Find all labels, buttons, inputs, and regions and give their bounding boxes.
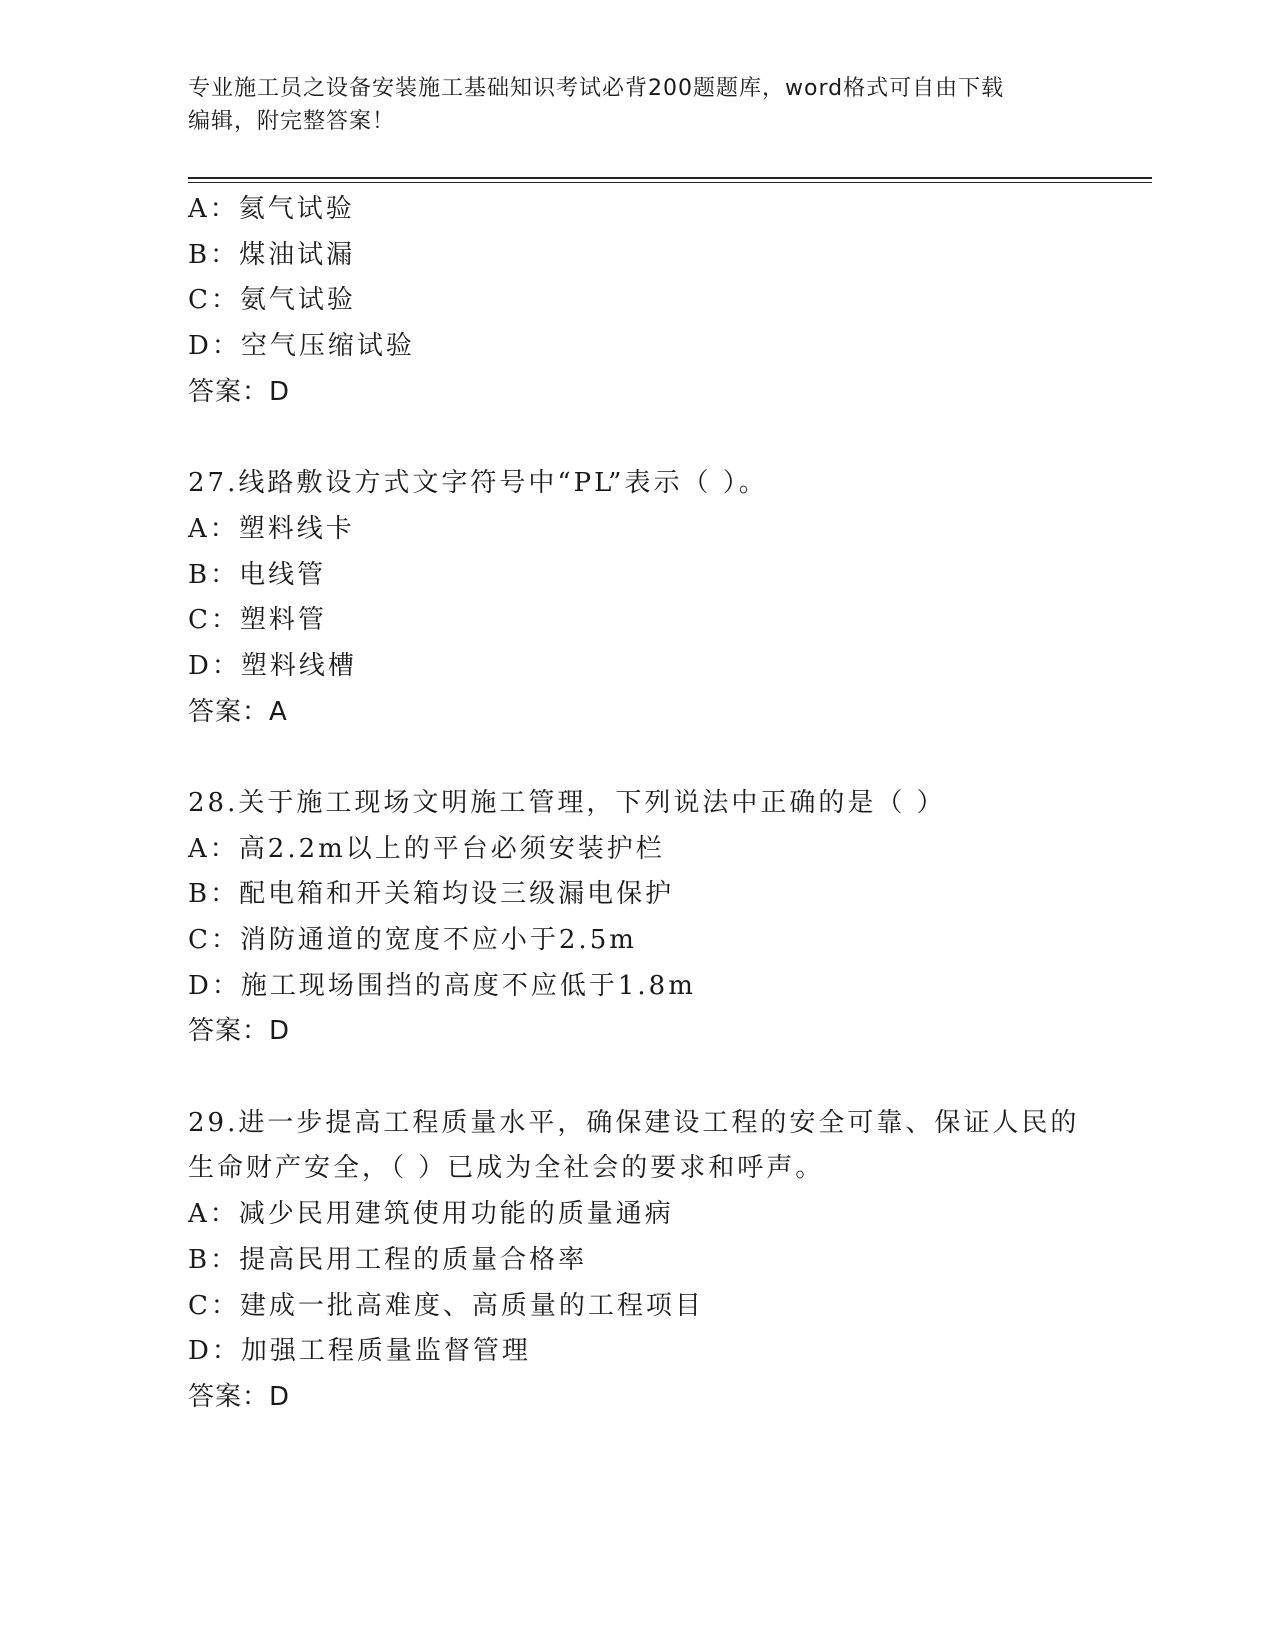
option-c: C：消防通道的宽度不应小于2.5m <box>188 925 637 955</box>
option-b: B：配电箱和开关箱均设三级漏电保护 <box>188 879 675 910</box>
option-d: D：空气压缩试验 <box>188 331 415 362</box>
question-stem: 28.关于施工现场文明施工管理，下列说法中正确的是（ ） <box>188 787 946 818</box>
option-b: B：提高民用工程的质量合格率 <box>188 1244 588 1275</box>
option-c: C：塑料管 <box>188 605 327 636</box>
option-d: D：施工现场围挡的高度不应低于1.8m <box>188 970 696 1001</box>
option-d: D：塑料线槽 <box>188 650 357 681</box>
option-d: D：加强工程质量监督管理 <box>188 1336 531 1367</box>
answer: 答案：D <box>188 376 291 407</box>
option-b: B：煤油试漏 <box>188 239 356 270</box>
option-a: A：塑料线卡 <box>188 513 355 544</box>
header-divider-thick <box>188 177 1152 179</box>
spacer <box>188 415 1088 461</box>
question-27 <box>188 461 1088 735</box>
header-line-2: 编辑，附完整答案！ <box>188 109 396 134</box>
spacer <box>188 735 1088 781</box>
spacer <box>188 1055 1088 1101</box>
option-c: C：建成一批高难度、高质量的工程项目 <box>188 1290 704 1321</box>
option-a: A：氦气试验 <box>188 194 355 224</box>
document-header <box>188 72 1088 138</box>
answer: 答案：D <box>188 1016 291 1047</box>
question-26 <box>188 187 1088 415</box>
question-28 <box>188 781 1088 1055</box>
answer: 答案：A <box>188 696 288 727</box>
question-list <box>188 187 1088 1421</box>
answer: 答案：D <box>188 1381 291 1412</box>
question-29 <box>188 1101 1088 1421</box>
header-divider-thin <box>188 182 1152 183</box>
question-stem: 27.线路敷设方式文字符号中“PL”表示（ ）。 <box>188 468 768 499</box>
option-b: B：电线管 <box>188 559 327 590</box>
question-stem-line-1: 29.进一步提高工程质量水平，确保建设工程的安全可靠、保证人民的 <box>188 1107 1080 1138</box>
option-a: A：减少民用建筑使用功能的质量通病 <box>188 1199 674 1230</box>
header-line-1: 专业施工员之设备安装施工基础知识考试必背200题题库，word格式可自由下载 <box>188 76 1005 101</box>
option-a: A：高2.2m以上的平台必须安装护栏 <box>188 833 665 864</box>
option-c: C：氨气试验 <box>188 285 356 316</box>
question-stem-line-2: 生命财产安全，（ ）已成为全社会的要求和呼声。 <box>188 1153 825 1184</box>
